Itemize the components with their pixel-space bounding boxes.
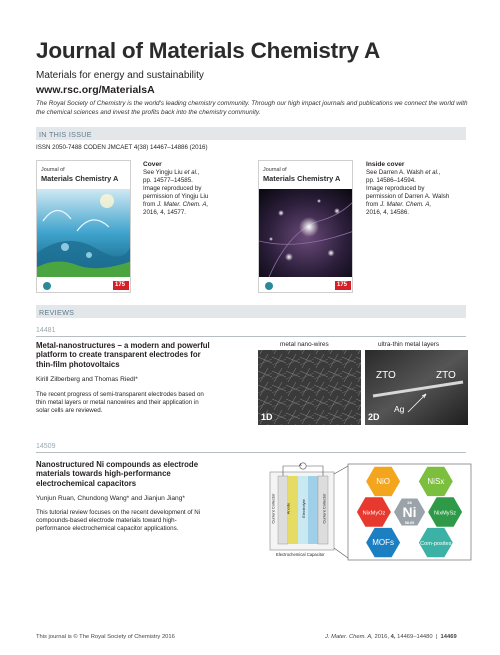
article-authors: Yunjun Ruan, Chundong Wang* and Jianjun Jiang* bbox=[36, 495, 185, 502]
cover-etal: et al., bbox=[184, 169, 200, 176]
article-abstract bbox=[36, 509, 276, 533]
footer-year: 2016, bbox=[374, 634, 390, 640]
article-title-line: platform to create transparent electrodes for bbox=[36, 350, 201, 360]
inside-cover-journal-name: Materials Chemistry A bbox=[263, 174, 341, 183]
cover-caption bbox=[143, 161, 238, 217]
footer-copyright: This journal is © The Royal Society of Chemistry 2016 bbox=[36, 634, 175, 640]
abstract-line: This tutorial review focuses on the recent development of Ni bbox=[36, 509, 201, 516]
ni-compound-hexagons bbox=[348, 464, 471, 560]
inside-cover-permission: permission of Darren A. Walsh bbox=[366, 193, 450, 200]
inside-cover-heading: Inside cover bbox=[366, 161, 405, 168]
hexagon-label: NixMyOz bbox=[362, 510, 386, 517]
article-title-link[interactable] bbox=[36, 341, 276, 369]
inside-cover-pages: pp. 14586–14594. bbox=[366, 177, 416, 184]
inside-cover-journal-ref: J. Mater. Chem. A, bbox=[380, 201, 432, 208]
graphic-tag-2d: 2D bbox=[368, 412, 380, 422]
article-page-number: 14509 bbox=[36, 443, 56, 450]
inside-cover-ref-line: 2016, 4, 14586. bbox=[366, 209, 410, 216]
toc-graphic-ni-compounds[interactable] bbox=[268, 462, 473, 562]
graphic-ag-label: Ag bbox=[394, 404, 405, 414]
inside-cover-issue-number: 175 bbox=[337, 282, 348, 288]
footer-pages: 14469–14480 bbox=[397, 634, 433, 640]
cover-from: from bbox=[143, 201, 156, 208]
in-this-issue-heading: IN THIS ISSUE bbox=[36, 127, 466, 140]
article-title-line: thin-film photovoltaics bbox=[36, 359, 120, 369]
graphic-tag-1d: 1D bbox=[261, 412, 273, 422]
graphic-zto-left: ZTO bbox=[376, 370, 396, 381]
footer-volume: 4, bbox=[390, 634, 396, 640]
article-title-line: materials towards high-performance bbox=[36, 469, 171, 479]
journal-title: Journal of Materials Chemistry A bbox=[36, 38, 381, 63]
inside-cover-caption bbox=[366, 161, 471, 217]
article-title-link[interactable] bbox=[36, 460, 276, 488]
inside-cover-journal-of: Journal of bbox=[263, 167, 287, 173]
cover-pages: pp. 14577–14585. bbox=[143, 177, 193, 184]
ni-atomic-number: 28 bbox=[407, 500, 412, 505]
ammeter-symbol: A bbox=[299, 462, 302, 467]
cover-image[interactable] bbox=[36, 160, 131, 293]
cover-see-line: See Yingju Liu bbox=[143, 169, 183, 176]
article-title-line: Nanostructured Ni compounds as electrode bbox=[36, 460, 199, 469]
ni-atomic-mass: 58.69 bbox=[404, 521, 415, 525]
hexagon-label: Com-posites bbox=[420, 541, 452, 548]
toc-graphic-electrodes[interactable] bbox=[258, 340, 468, 425]
cover-heading: Cover bbox=[143, 161, 162, 168]
article-divider bbox=[36, 452, 466, 453]
cover-issue-number: 175 bbox=[115, 282, 126, 288]
graphic-label-nanowires: metal nano-wires bbox=[280, 341, 329, 348]
electrolyte-label: Electrolyte bbox=[300, 499, 306, 518]
article-authors: Kirill Zilberberg and Thomas Riedl* bbox=[36, 376, 138, 383]
anode-label: Anode bbox=[285, 502, 291, 515]
article-divider bbox=[36, 336, 466, 337]
hexagon-label: NixMySz bbox=[434, 510, 457, 517]
article-abstract bbox=[36, 391, 276, 415]
abstract-line: performance electrochemical capacitor applications. bbox=[36, 525, 179, 532]
inside-cover-image-credit: Image reproduced by bbox=[366, 185, 425, 192]
ni-symbol: Ni bbox=[402, 504, 417, 520]
cover-permission: permission of Yingju Liu bbox=[143, 193, 209, 200]
journal-url-link[interactable]: www.rsc.org/MaterialsA bbox=[36, 84, 155, 96]
issn-line: ISSN 2050-7488 CODEN JMCAET 4(38) 14467–14886 (2016) bbox=[36, 144, 208, 151]
inside-cover-from: from bbox=[366, 201, 379, 208]
graphic-zto-right: ZTO bbox=[436, 370, 456, 381]
current-collector-right: Current Collector bbox=[321, 493, 327, 524]
reviews-heading: REVIEWS bbox=[36, 305, 466, 318]
article-title-line: Metal-nanostructures – a modern and powerful bbox=[36, 341, 210, 350]
hexagon-cluster bbox=[348, 464, 471, 560]
article-page-number: 14481 bbox=[36, 327, 56, 334]
footer-page-number: 14469 bbox=[440, 634, 457, 640]
abstract-line: thin metal layers or metal nanowires and their application in bbox=[36, 399, 199, 406]
hexagon-label: NiO bbox=[376, 476, 391, 486]
inside-cover-see-line: See Darren A. Walsh bbox=[366, 169, 424, 176]
hexagon-label: MOFs bbox=[372, 538, 395, 548]
article-title-line: electrochemical capacitors bbox=[36, 478, 137, 488]
abstract-line: compounds-based electrode materials toward high- bbox=[36, 517, 177, 524]
cover-ref-line: 2016, 4, 14577. bbox=[143, 209, 187, 216]
footer-citation: J. Mater. Chem. A, 2016, 4, 14469–14480 | 14469 bbox=[325, 634, 457, 640]
inside-cover-image[interactable] bbox=[258, 160, 353, 293]
footer-journal: J. Mater. Chem. A, bbox=[325, 634, 373, 640]
cover-journal-of: Journal of bbox=[41, 167, 65, 173]
abstract-line: solar cells are reviewed. bbox=[36, 407, 103, 414]
inside-cover-etal: et al., bbox=[425, 169, 441, 176]
current-collector-left: Current Collector bbox=[270, 493, 276, 524]
cover-image-credit: Image reproduced by bbox=[143, 185, 202, 192]
cover-journal-name: Materials Chemistry A bbox=[41, 174, 119, 183]
graphic-label-thin-layers: ultra-thin metal layers bbox=[378, 341, 440, 348]
rsc-intro: The Royal Society of Chemistry is the world's leading chemistry community. Through our high impact journals and publications we connect the world with the chemical sciences and invest the profits back into the chemistry community. bbox=[36, 100, 468, 116]
cover-journal-ref: J. Mater. Chem. A, bbox=[157, 201, 209, 208]
journal-subtitle: Materials for energy and sustainability bbox=[36, 70, 204, 81]
hexagon-label: NiSx bbox=[427, 476, 445, 486]
abstract-line: The recent progress of semi-transparent electrodes based on bbox=[36, 391, 204, 398]
device-caption: Electrochemical Capacitor bbox=[276, 552, 325, 557]
